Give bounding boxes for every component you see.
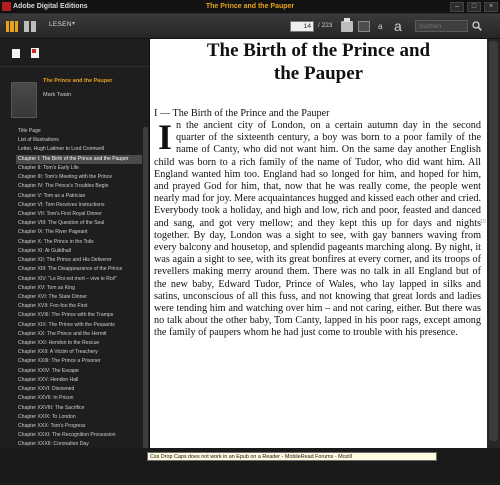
book-cover <box>11 82 37 118</box>
toolbar <box>0 14 500 39</box>
document-title: The Prince and the Pauper <box>205 3 295 10</box>
toc-item[interactable]: Chapter XXXI: The Recognition Procession <box>18 432 116 439</box>
chapter-body <box>154 117 481 340</box>
toc-item[interactable]: Chapter XXVI: Disowned <box>18 386 75 393</box>
title-bar <box>0 0 500 14</box>
page-number-label: 15 <box>480 219 487 225</box>
toc-item[interactable]: Chapter XXXII: Coronation Day <box>18 441 89 448</box>
minimize-icon[interactable]: – <box>450 2 464 12</box>
toc-item[interactable]: Chapter I: The Birth of the Prince and the Pauper <box>16 155 142 164</box>
toc-item[interactable]: Chapter XVIII: The Prince with the Tramps <box>18 312 114 319</box>
toc-item[interactable]: Chapter XXVIII: The Sacrifice <box>18 404 85 411</box>
toc-item[interactable]: Chapter III: Tom's Meeting with the Prince <box>18 174 113 181</box>
toc-item[interactable]: Chapter XXVII: In Prison <box>18 395 74 402</box>
toc-item[interactable]: Chapter XIX: The Prince with the Peasants <box>18 321 115 328</box>
drop-cap: I <box>158 117 173 157</box>
page-total: / 223 <box>318 22 333 29</box>
reading-scrollbar[interactable] <box>487 39 500 462</box>
toc-item[interactable]: Chapter XVI: The State Dinner <box>18 293 87 300</box>
table-of-contents <box>16 127 142 450</box>
toc-item[interactable]: Chapter II: Tom's Early Life <box>18 164 79 171</box>
book-author: Mark Twain <box>43 92 72 98</box>
toc-item[interactable]: Chapter XIV: "Le Roi est mort – vive le Roi!" <box>18 275 118 282</box>
toc-item[interactable]: Chapter XXIX: To London <box>18 413 76 420</box>
toc-item[interactable]: Chapter XXIV: The Escape <box>18 367 79 374</box>
toc-item[interactable]: Chapter XX: The Prince and the Hermit <box>18 330 107 337</box>
toc-item[interactable]: Chapter XIII: The Disappearance of the Prince <box>18 266 123 273</box>
print-icon[interactable] <box>341 21 353 32</box>
maximize-icon[interactable]: □ <box>467 2 481 12</box>
page-title <box>150 39 487 85</box>
thumbnail-icon[interactable] <box>12 49 20 58</box>
toc-item[interactable]: Chapter XI: At Guildhall <box>18 247 71 254</box>
reading-scroll-thumb[interactable] <box>489 41 498 441</box>
toc-item[interactable]: Chapter VIII: The Question of the Seal <box>18 220 105 227</box>
book-title: The Prince and the Pauper <box>43 78 113 84</box>
toc-item[interactable]: List of Illustrations <box>18 137 59 144</box>
search-icon[interactable] <box>472 21 482 31</box>
toc-item[interactable]: Chapter XXII: A Victim of Treachery <box>18 349 98 356</box>
toc-item[interactable]: Letter, Hugh Latimer to Lord Cromwell <box>18 146 105 153</box>
bookmarks-panel-icon[interactable] <box>31 48 39 58</box>
toc-item[interactable]: Chapter XVII: Foo-foo the First <box>18 303 88 310</box>
sidebar-tools <box>0 39 150 67</box>
page-number-input[interactable]: 14 <box>290 21 314 32</box>
toc-item[interactable]: Chapter XXI: Hendon to the Rescue <box>18 340 100 347</box>
view-menu-label[interactable]: LESEN <box>49 21 72 28</box>
toc-item[interactable]: Chapter XXX: Tom's Progress <box>18 423 86 429</box>
sidebar-scroll-thumb[interactable] <box>143 127 148 459</box>
page-title-line1: The Birth of the Prince and <box>206 40 431 61</box>
toc-item[interactable]: Chapter IV: The Prince's Troubles Begin <box>18 183 109 190</box>
search-input[interactable] <box>415 20 468 32</box>
toc-item[interactable]: Chapter VI: Tom Receives Instructions <box>18 201 105 208</box>
reading-pane <box>150 39 487 448</box>
window-controls <box>450 2 498 12</box>
toc-item[interactable]: Chapter XII: The Prince and His Deliverer <box>18 257 112 264</box>
toc-item[interactable]: Chapter X: The Prince in the Toils <box>18 238 94 245</box>
sidebar <box>0 39 150 485</box>
sidebar-scrollbar[interactable] <box>143 127 148 467</box>
app-title: Adobe Digital Editions <box>13 3 88 10</box>
chevron-down-icon[interactable]: ▾ <box>72 21 76 27</box>
decrease-font-button[interactable]: a <box>378 22 383 31</box>
bookmark-icon[interactable] <box>358 21 370 32</box>
toc-item[interactable]: Chapter VII: Tom's First Royal Dinner <box>18 210 102 217</box>
toc-item[interactable]: Title Page <box>18 128 41 134</box>
reading-view-icon[interactable] <box>24 20 37 33</box>
taskbar-tooltip: Css Drop Caps does not work in an Epub on a Reader - MobileRead Forums - Mozill <box>147 452 437 461</box>
toc-item[interactable]: Chapter IX: The River Pageant <box>18 229 88 236</box>
toc-item[interactable]: Chapter V: Tom as a Patrician <box>18 192 86 199</box>
toc-item[interactable]: Chapter XXIII: The Prince a Prisoner <box>18 358 101 365</box>
library-view-icon[interactable] <box>6 20 19 33</box>
toc-item[interactable]: Chapter XXV: Hendon Hall <box>18 376 79 383</box>
chapter-heading: I — The Birth of the Prince and the Pauper <box>154 108 330 119</box>
increase-font-button[interactable]: a <box>394 18 402 34</box>
page-title-line2: the Pauper <box>273 63 364 84</box>
toc-item[interactable]: Chapter XV: Tom as King <box>18 284 75 291</box>
chapter-body-text: n the ancient city of London, on a certain autumn day in the second quarter of the sixteenth century, a boy was born to a poor family of the name of Canty, who did not want him. On the same day another English child was born to a rich family of the name of Tudor, who did want him. All England wanted him too. England had so longed for him, and hoped for him, and prayed God for him, that, now that he was really come, the people went nearly mad for joy. Mere acquaintances hugged and kissed each other and cried. Everybody took a holiday, and high and low, rich and poor, feasted and danced and sang, and got very mellow; and they kept this up for days and nights together. By day, London was a sight to see, with gay banners waving from every balcony and housetop, and splendid pageants marching along. By night, it was again a sight to see, with its great bonfires at every corner, and its troops of revellers making merry around them. There was no talk in all England but of the new baby, Edward Tudor, Prince of Wales, who lay lapped in silks and satins, unconscious of all this fuss, and not knowing that great lords and ladies were tending him and watching over him – and not caring, either. But there was no talk about the other baby, Tom Canty, lapped in his poor rags, except among the family of paupers whom he had just come to trouble with his presence. <box>154 120 481 339</box>
close-icon[interactable]: × <box>484 2 498 12</box>
